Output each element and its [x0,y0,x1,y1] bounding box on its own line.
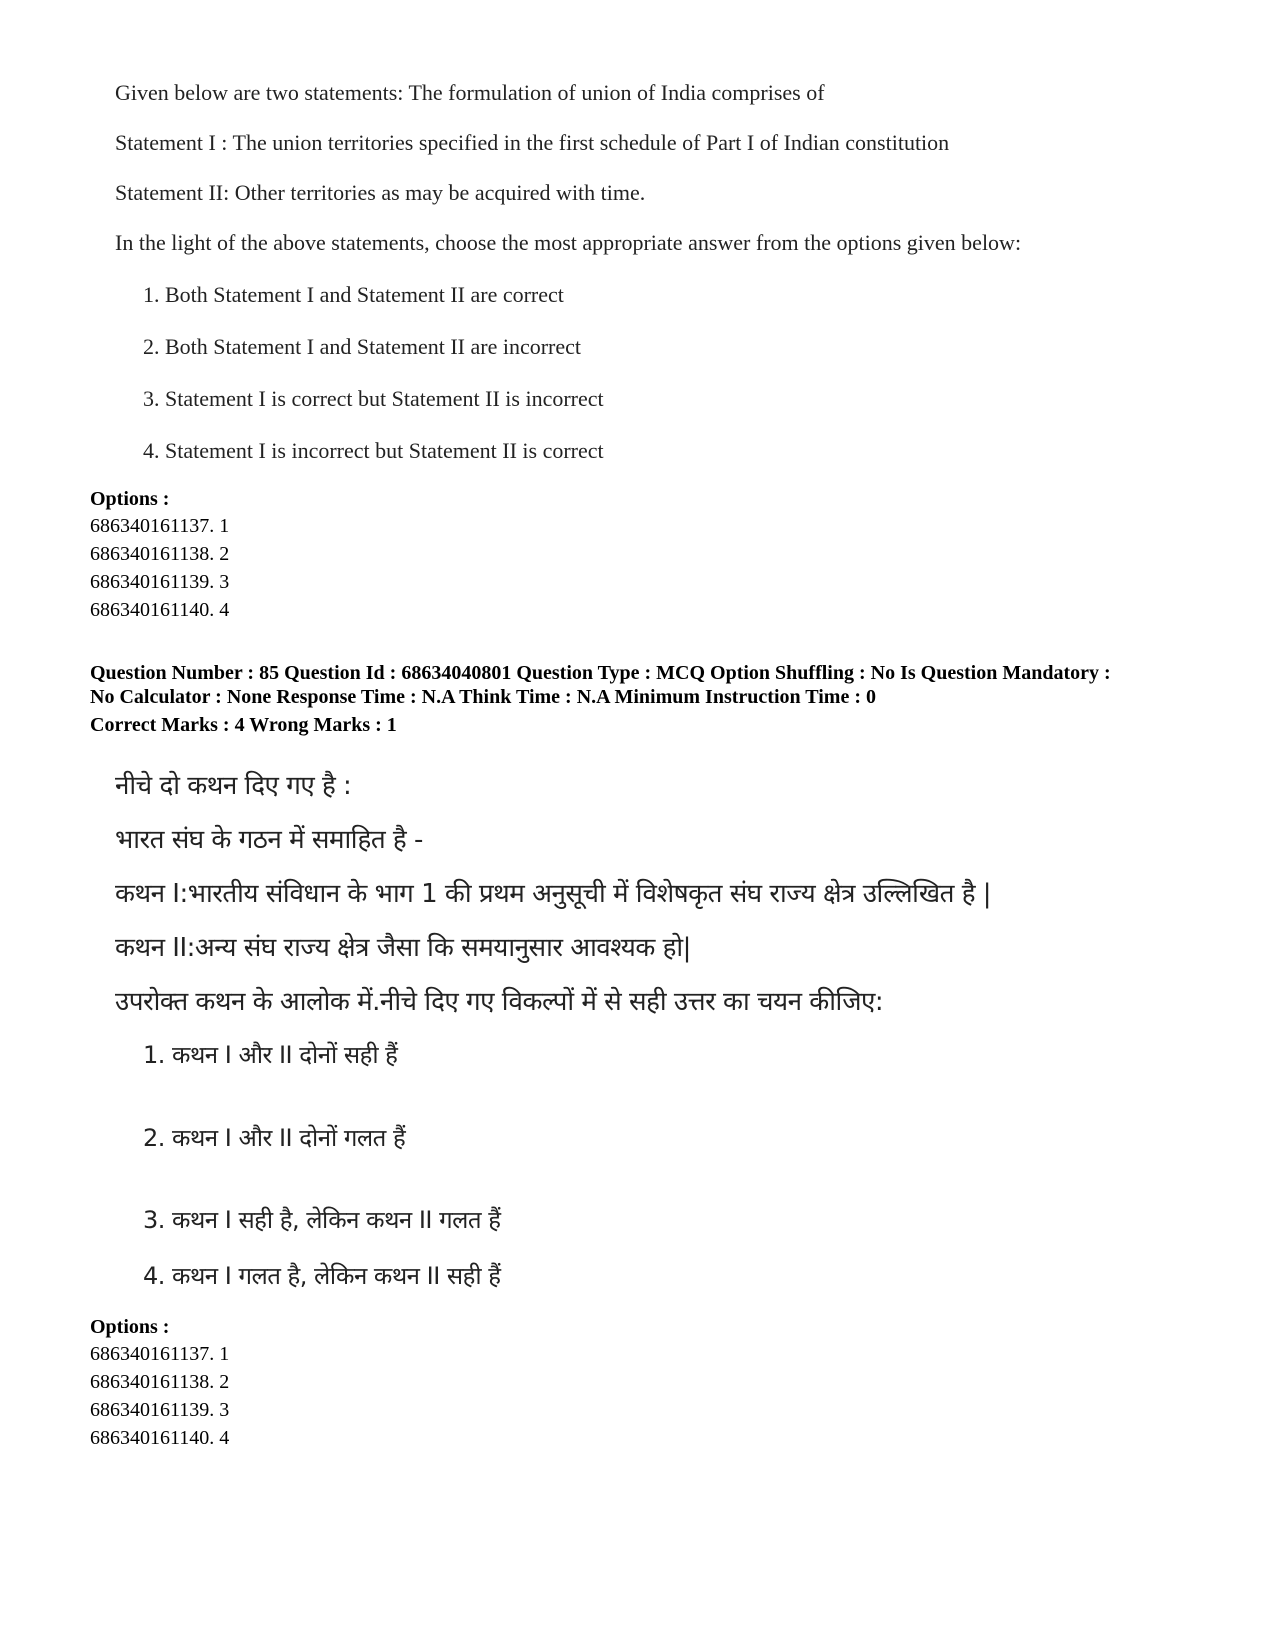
q85-hindi-intro: नीचे दो कथन दिए गए है : [115,771,352,801]
q85-marks: Correct Marks : 4 Wrong Marks : 1 [90,714,397,736]
q85-option-id-4: 686340161140. 4 [90,1427,230,1449]
q84-instruction: In the light of the above statements, choose the most appropriate answer from the options given below: [115,230,1022,255]
q84-option-id-4: 686340161140. 4 [90,599,230,621]
q85-hindi-choice-1: 1. कथन I और II दोनों सही हैं [143,1041,398,1069]
q85-hindi-choice-2: 2. कथन I और II दोनों गलत हैं [143,1124,406,1152]
q84-option-id-3: 686340161139. 3 [90,571,230,593]
q85-hindi-union: भारत संघ के गठन में समाहित है - [115,825,423,855]
q85-hindi-instruction: उपरोक्त कथन के आलोक में.नीचे दिए गए विकल्पों में से सही उत्तर का चयन कीजिए: [115,987,884,1017]
q85-option-id-2: 686340161138. 2 [90,1371,230,1393]
q84-choice-3: 3. Statement I is correct but Statement II is incorrect [143,386,604,411]
q85-hindi-choice-4: 4. कथन I गलत है, लेकिन कथन II सही हैं [143,1262,501,1290]
q85-hindi-statement-2: कथन II:अन्य संघ राज्य क्षेत्र जैसा कि समयानुसार आवश्यक हो| [115,933,691,963]
q84-options-label: Options : [90,488,170,510]
q85-option-id-3: 686340161139. 3 [90,1399,230,1421]
q84-option-id-2: 686340161138. 2 [90,543,230,565]
q85-hindi-statement-1: कथन I:भारतीय संविधान के भाग 1 की प्रथम अनुसूची में विशेषकृत संघ राज्य क्षेत्र उल्लिखित है | [115,879,992,909]
q85-option-id-1: 686340161137. 1 [90,1343,230,1365]
q84-choice-4: 4. Statement I is incorrect but Statement II is correct [143,438,604,463]
q85-options-label: Options : [90,1316,170,1338]
q84-option-id-1: 686340161137. 1 [90,515,230,537]
q85-meta-line-2: No Calculator : None Response Time : N.A Think Time : N.A Minimum Instruction Time : 0 [90,686,876,708]
q85-meta-line-1: Question Number : 85 Question Id : 68634040801 Question Type : MCQ Option Shuffling : No Is Question Mandatory : [90,662,1111,684]
q84-statement-2: Statement II: Other territories as may be acquired with time. [115,180,646,205]
q84-choice-1: 1. Both Statement I and Statement II are correct [143,282,564,307]
q85-hindi-choice-3: 3. कथन I सही है, लेकिन कथन II गलत हैं [143,1206,501,1234]
q84-intro: Given below are two statements: The formulation of union of India comprises of [115,80,825,105]
q84-choice-2: 2. Both Statement I and Statement II are incorrect [143,334,582,359]
q84-statement-1: Statement I : The union territories specified in the first schedule of Part I of Indian constitution [115,130,950,155]
